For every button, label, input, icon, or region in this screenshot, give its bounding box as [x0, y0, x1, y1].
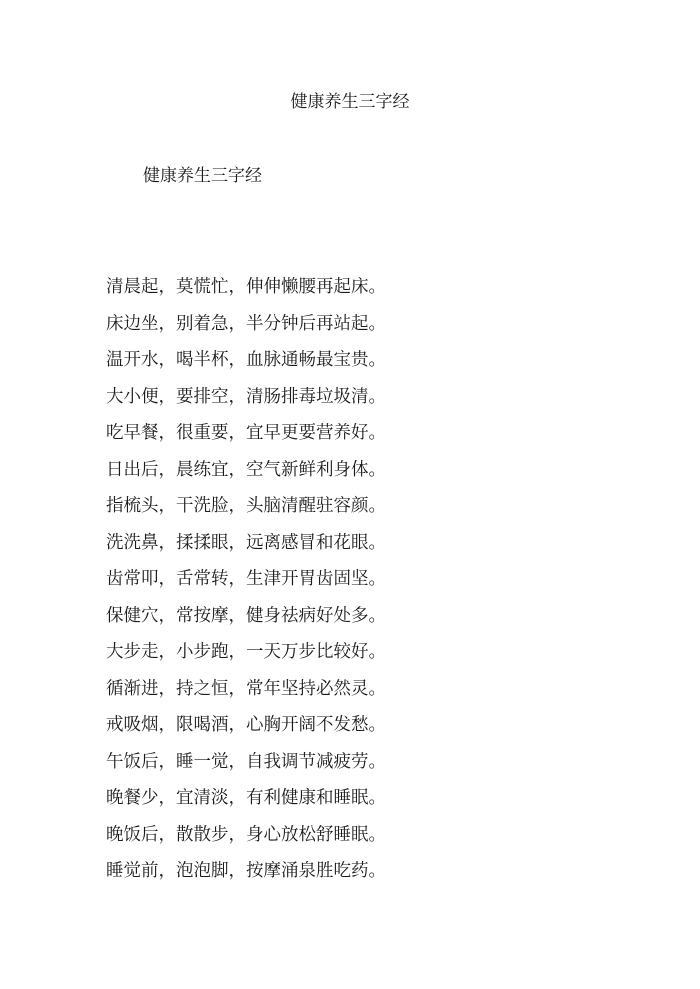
- verse-line: 保健穴，常按摩，健身祛病好处多。: [106, 605, 386, 626]
- verse-line: 日出后，晨练宜，空气新鲜利身体。: [106, 459, 386, 480]
- verse-line: 晚餐少，宜清淡，有利健康和睡眠。: [106, 788, 386, 808]
- verse-line: 指梳头，干洗脸，头脑清醒驻容颜。: [106, 496, 386, 516]
- verse-line: 戒吸烟，限喝酒，心胸开阔不发愁。: [106, 715, 386, 735]
- verse-line: 清晨起，莫慌忙，伸伸懒腰再起床。: [106, 277, 386, 297]
- document-title: 健康养生三字经: [290, 92, 410, 112]
- verse-line: 齿常叩，舌常转，生津开胃齿固坚。: [106, 569, 386, 589]
- verse-line: 床边坐，别着急，半分钟后再站起。: [106, 313, 386, 334]
- verse-line: 洗洗鼻，揉揉眼，远离感冒和花眼。: [106, 532, 386, 553]
- verse-line: 午饭后，睡一觉，自我调节减疲劳。: [106, 751, 386, 772]
- verse-line: 晚饭后，散散步，身心放松舒睡眠。: [106, 824, 386, 845]
- verse-line: 大小便，要排空，清肠排毒垃圾清。: [106, 386, 386, 407]
- verse-line: 睡觉前，泡泡脚，按摩涌泉胜吃药。: [106, 861, 386, 881]
- verse-line: 吃早餐，很重要，宜早更要营养好。: [106, 423, 386, 443]
- document-subtitle: 健康养生三字经: [143, 166, 262, 186]
- verse-line: 大步走，小步跑，一天万步比较好。: [106, 642, 386, 662]
- verse-line: 温开水，喝半杯，血脉通畅最宝贵。: [106, 350, 386, 370]
- verse-list: [106, 275, 386, 896]
- verse-line: 循渐进，持之恒，常年坚持必然灵。: [106, 678, 386, 699]
